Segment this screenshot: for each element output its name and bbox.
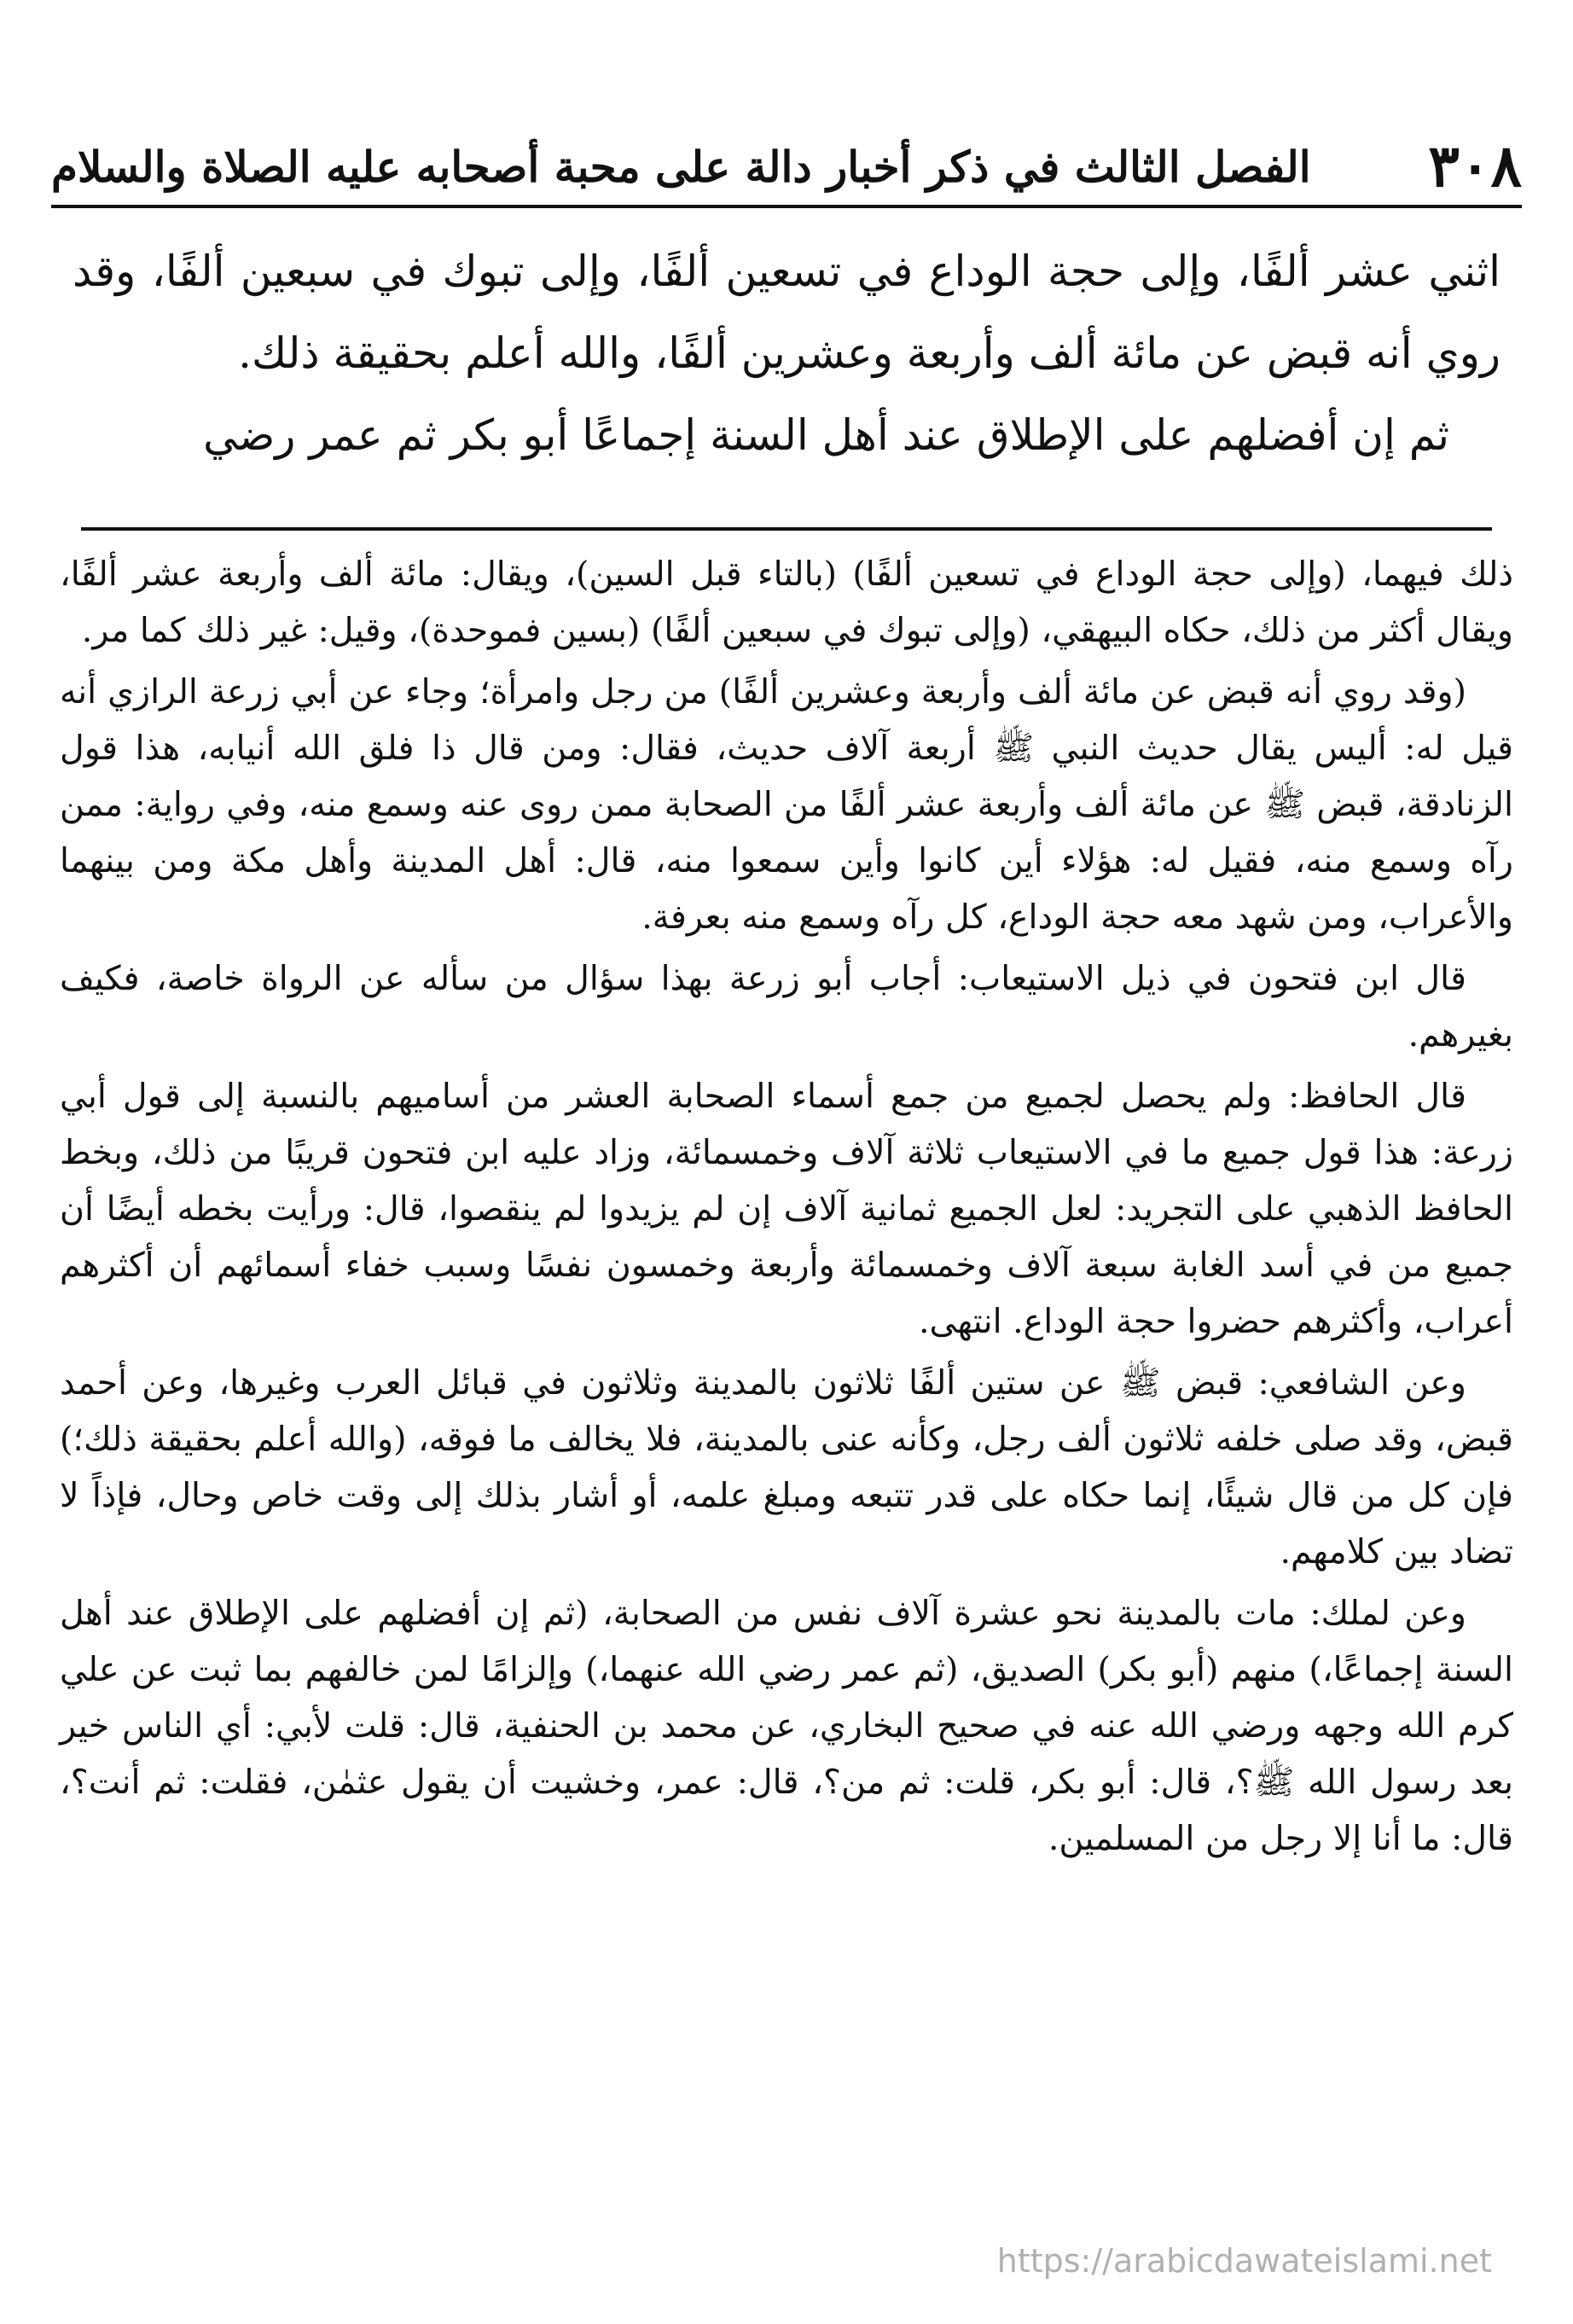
commentary-paragraph: (وقد روي أنه قبض عن مائة ألف وأربعة وعشرين ألفًا) من رجل وامرأة؛ وجاء عن أبي زرعة الرازي أنه قيل له: أليس يقال حديث النبي ﷺ أربعة آلاف حديث، فقال: ومن قال ذا فلق الله أنيابه، هذا قول الزنادقة، قبض ﷺ عن مائة ألف وأربعة عشر ألفًا من الصحابة ممن روى عنه وسمع منه، وفي رواية: ممن رآه وسمع منه، فقيل له: هؤلاء أين كانوا وأين سمعوا منه، قال: أهل المدينة وأهل مكة ومن بينهما والأعراب، ومن شهد معه حجة الوداع، كل رآه وسمع منه بعرفة. — [60, 672, 1513, 937]
page-number: ٣٠٨ — [1428, 132, 1522, 200]
page-header — [51, 128, 1522, 208]
main-paragraph: اثني عشر ألفًا، وإلى حجة الوداع في تسعين ألفًا، وإلى تبوك في سبعين ألفًا، وقد روي أنه قبض عن مائة ألف وأربعة وعشرين ألفًا، والله أعلم بحقيقة ذلك. — [73, 247, 1500, 378]
commentary — [60, 546, 1513, 2201]
running-title: الفصل الثالث في ذكر أخبار دالة على محبة أصحابه عليه الصلاة والسلام — [51, 141, 1311, 192]
commentary-paragraph: وعن الشافعي: قبض ﷺ عن ستين ألفًا ثلاثون بالمدينة وثلاثون في قبائل العرب وغيرها، وعن أحمد قبض، وقد صلى خلفه ثلاثون ألف رجل، وكأنه عنى بالمدينة، فلا يخالف ما فوقه، (والله أعلم بحقيقة ذلك؛) فإن كل من قال شيئًا، إنما حكاه على قدر تتبعه ومبلغ علمه، أو أشار بذلك إلى وقت خاص وحال، فإذاً لا تضاد بين كلامهم. — [60, 1363, 1513, 1572]
main-text — [73, 230, 1500, 478]
main-paragraph: ثم إن أفضلهم على الإطلاق عند أهل السنة إجماعًا أبو بكر ثم عمر رضي — [203, 410, 1449, 460]
watermark: https://arabicdawateislami.net — [996, 2242, 1492, 2280]
commentary-paragraph: ذلك فيهما، (وإلى حجة الوداع في تسعين ألفًا) (بالتاء قبل السين)، ويقال: مائة ألف وأربعة عشر ألفًا، ويقال أكثر من ذلك، حكاه البيهقي، (وإلى تبوك في سبعين ألفًا) (بسين فموحدة)، وقيل: غير ذلك كما مر. — [60, 555, 1513, 650]
commentary-paragraph: قال الحافظ: ولم يحصل لجميع من جمع أسماء الصحابة العشر من أساميهم بالنسبة إلى قول أبي زرعة: هذا قول جميع ما في الاستيعاب ثلاثة آلاف وخمسمائة، وزاد عليه ابن فتحون قريبًا من ذلك، وبخط الحافظ الذهبي على التجريد: لعل الجميع ثمانية آلاف إن لم يزيدوا لم ينقصوا، قال: ورأيت بخطه أيضًا أن جميع من في أسد الغابة سبعة آلاف وخمسمائة وأربعة وخمسون نفسًا وسبب خفاء أسمائهم أن أكثرهم أعراب، وأكثرهم حضروا حجة الوداع. انتهى. — [60, 1077, 1514, 1341]
commentary-paragraph: وعن لملك: مات بالمدينة نحو عشرة آلاف نفس من الصحابة، (ثم إن أفضلهم على الإطلاق عند أهل السنة إجماعًا،) منهم (أبو بكر) الصديق، (ثم عمر رضي الله عنهما،) وإلزامًا لمن خالفهم بما ثبت عن علي كرم الله وجهه ورضي الله عنه في صحيح البخاري، عن محمد بن الحنفية، قال: قلت لأبي: أي الناس خير بعد رسول الله ﷺ؟، قال: أبو بكر، قلت: ثم من؟، قال: عمر، وخشيت أن يقول عثمٰن، فقلت: ثم أنت؟، قال: ما أنا إلا رجل من المسلمين. — [60, 1594, 1513, 1858]
footnote-divider — [81, 527, 1492, 531]
commentary-paragraph: قال ابن فتحون في ذيل الاستيعاب: أجاب أبو زرعة بهذا سؤال من سأله عن الرواة خاصة، فكيف بغيرهم. — [60, 959, 1513, 1055]
